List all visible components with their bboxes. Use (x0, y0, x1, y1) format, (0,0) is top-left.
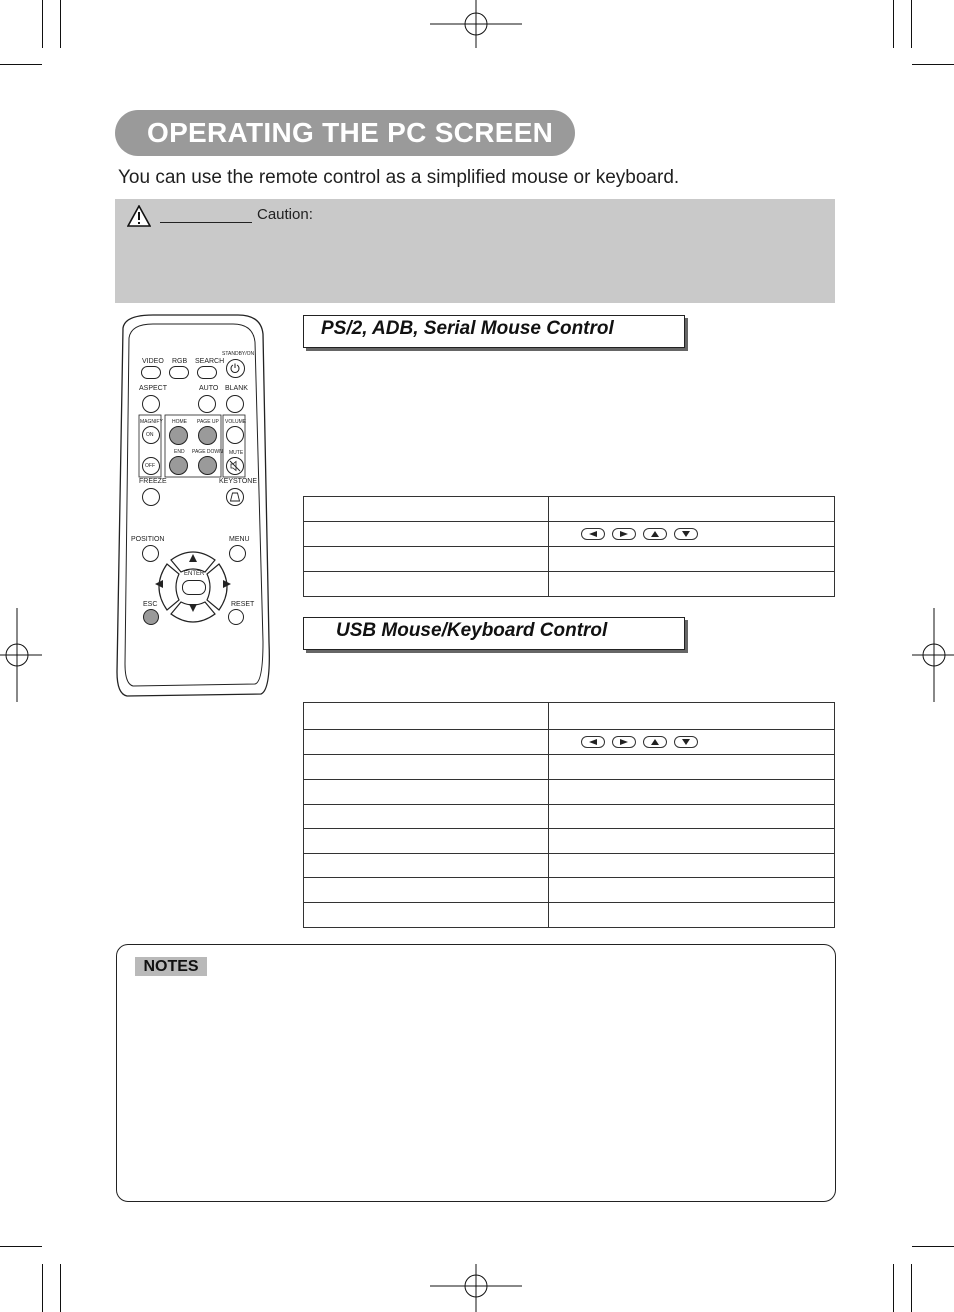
end-label: END (174, 449, 185, 455)
table-row (304, 755, 835, 780)
table-row (304, 703, 835, 730)
enter-button[interactable] (182, 580, 206, 595)
on-label: ON (146, 432, 154, 438)
reset-label: RESET (231, 601, 255, 608)
arrow-left-icon (581, 528, 605, 540)
esc-button[interactable] (143, 609, 159, 625)
arrow-left-icon (581, 736, 605, 748)
home-label: HOME (172, 419, 187, 425)
page-down-button[interactable] (198, 456, 217, 475)
table-row (304, 805, 835, 829)
esc-label: ESC (143, 601, 158, 608)
power-icon (229, 362, 241, 374)
arrow-down-icon (674, 528, 698, 540)
off-label: OFF (145, 463, 155, 469)
page-down-label: PAGE DOWN (192, 449, 223, 455)
enter-label: ENTER (184, 571, 205, 577)
usb-table (303, 702, 835, 928)
keystone-label: KEYSTONE (219, 478, 257, 485)
freeze-button[interactable] (142, 488, 160, 506)
position-button[interactable] (142, 545, 159, 562)
table-row (304, 522, 835, 547)
rgb-button[interactable] (169, 366, 189, 379)
rgb-label: RGB (172, 358, 188, 365)
arrow-right-icon (612, 736, 636, 748)
standby-label: STANDBY/ON (222, 351, 255, 357)
volume-button[interactable] (226, 426, 244, 444)
caution-underline (160, 222, 252, 223)
table-row (304, 497, 835, 522)
caution-box (115, 199, 835, 303)
end-button[interactable] (169, 456, 188, 475)
ps2-table (303, 496, 835, 597)
table-row (304, 854, 835, 878)
auto-label: AUTO (199, 385, 219, 392)
table-row (304, 829, 835, 854)
freeze-label: FREEZE (139, 478, 167, 485)
warning-triangle-icon (127, 205, 151, 227)
remote-control (113, 312, 277, 700)
video-label: VIDEO (142, 358, 164, 365)
table-row (304, 878, 835, 903)
arrow-down-icon (674, 736, 698, 748)
arrow-up-icon (643, 528, 667, 540)
table-row (304, 730, 835, 755)
ps2-section-title: PS/2, ADB, Serial Mouse Control (321, 318, 614, 339)
page-up-button[interactable] (198, 426, 217, 445)
arrow-up-icon (643, 736, 667, 748)
notes-label: NOTES (135, 957, 207, 976)
table-row (304, 547, 835, 572)
auto-button[interactable] (198, 395, 216, 413)
magnify-label: MAGNIFY (140, 419, 163, 425)
page-title: OPERATING THE PC SCREEN (147, 117, 554, 148)
table-row (304, 780, 835, 805)
page-up-label: PAGE UP (197, 419, 219, 425)
home-button[interactable] (169, 426, 188, 445)
mute-icon (229, 460, 241, 472)
blank-label: BLANK (225, 385, 248, 392)
table-row (304, 572, 835, 597)
usb-section-title: USB Mouse/Keyboard Control (336, 620, 608, 641)
search-label: SEARCH (195, 358, 225, 365)
notes-box (116, 944, 836, 1202)
aspect-label: ASPECT (139, 385, 168, 392)
blank-button[interactable] (226, 395, 244, 413)
menu-button[interactable] (229, 545, 246, 562)
caution-label: Caution: (257, 206, 313, 223)
intro-text: You can use the remote control as a simplified mouse or keyboard. (118, 167, 680, 188)
keystone-icon (229, 491, 241, 503)
arrow-right-icon (612, 528, 636, 540)
aspect-button[interactable] (142, 395, 160, 413)
mute-label: MUTE (229, 450, 244, 456)
position-label: POSITION (131, 536, 165, 543)
video-button[interactable] (141, 366, 161, 379)
volume-label: VOLUME (225, 419, 247, 425)
table-row (304, 903, 835, 928)
menu-label: MENU (229, 536, 250, 543)
search-button[interactable] (197, 366, 217, 379)
reset-button[interactable] (228, 609, 244, 625)
